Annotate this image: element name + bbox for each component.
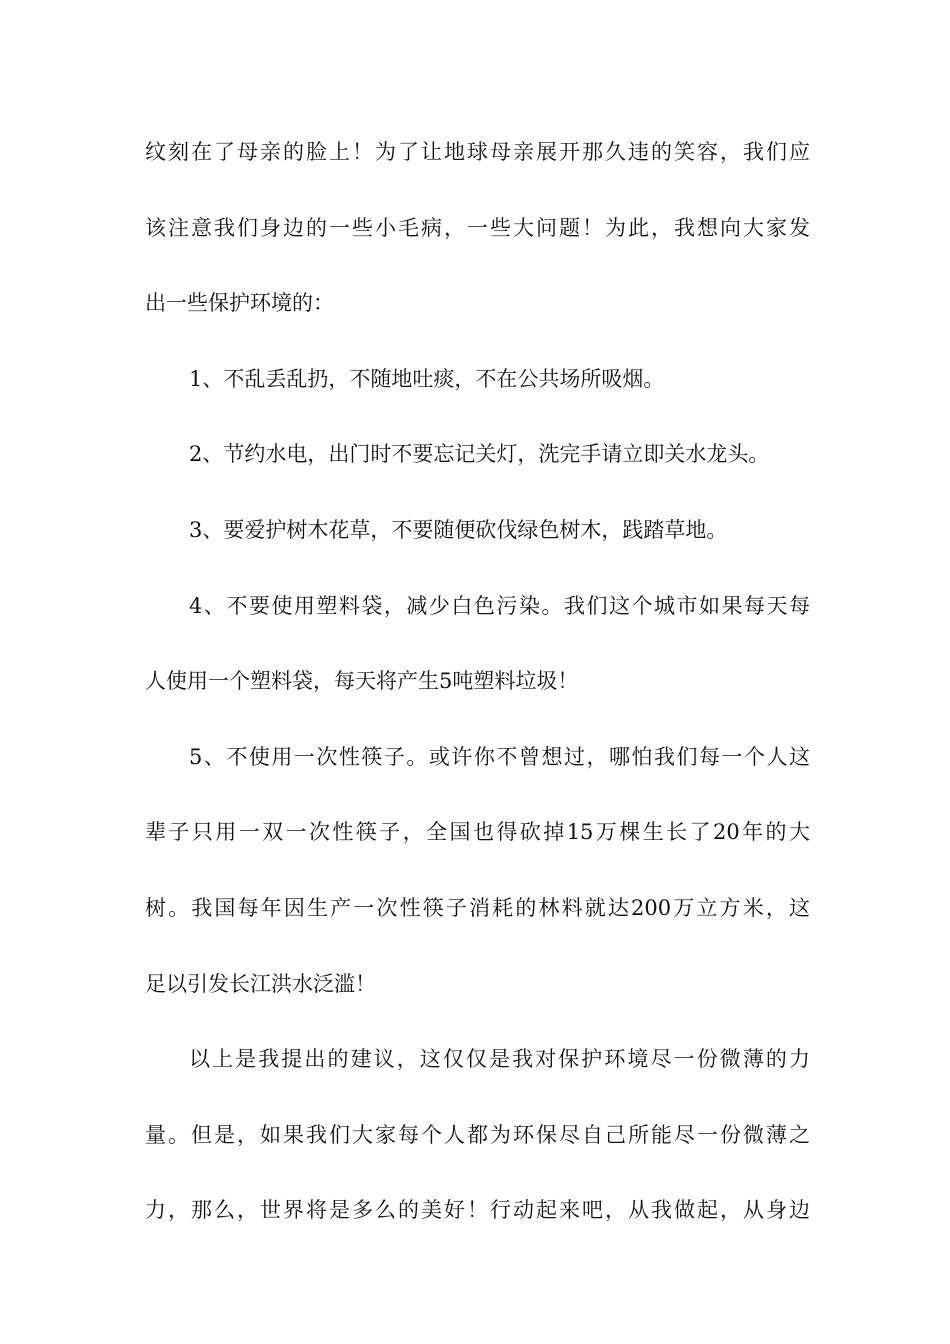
paragraph-line: 量。但是，如果我们大家每个人都为环保尽自己所能尽一份微薄之 [145, 1122, 810, 1147]
paragraph-line: 力，那么，世界将是多么的美好！行动起来吧，从我做起，从身边 [145, 1198, 810, 1223]
list-item-5: 5、不使用一次性筷子。或许你不曾想过，哪怕我们每一个人这 [189, 744, 810, 769]
document-body [145, 129, 810, 1263]
paragraph-line: 足以引发长江洪水泛滥！ [145, 971, 376, 996]
paragraph-line: 出一些保护环境的： [145, 291, 334, 316]
list-item-3: 3、要爱护树木花草，不要随便砍伐绿色树木，践踏草地。 [189, 517, 728, 542]
list-item-1: 1、不乱丢乱扔，不随地吐痰，不在公共场所吸烟。 [189, 366, 665, 391]
paragraph-line: 辈子只用一双一次性筷子，全国也得砍掉15万棵生长了20年的大 [145, 820, 810, 845]
closing-paragraph-line: 以上是我提出的建议，这仅仅是我对保护环境尽一份微薄的力 [189, 1047, 810, 1072]
paragraph-line: 该注意我们身边的一些小毛病，一些大问题！为此，我想向大家发 [145, 215, 810, 240]
paragraph-line: 人使用一个塑料袋，每天将产生5吨塑料垃圾！ [145, 669, 579, 694]
list-item-4: 4、不要使用塑料袋，减少白色污染。我们这个城市如果每天每 [189, 593, 810, 618]
list-item-2: 2、节约水电，出门时不要忘记关灯，洗完手请立即关水龙头。 [189, 442, 770, 467]
paragraph-line: 纹刻在了母亲的脸上！为了让地球母亲展开那久违的笑容，我们应 [145, 140, 810, 164]
paragraph-line: 树。我国每年因生产一次性筷子消耗的林料就达200万立方米，这 [145, 895, 810, 920]
